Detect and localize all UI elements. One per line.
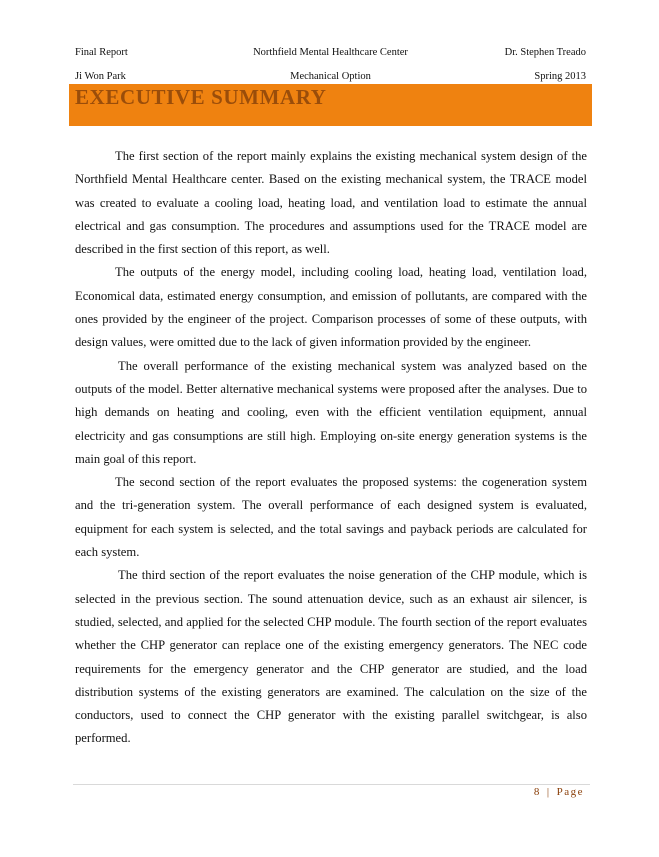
header-semester: Spring 2013 [534, 71, 586, 82]
paragraph: The outputs of the energy model, including cooling load, heating load, ventilation load, Economical data, estimated energy consumption, and emission of pollutants, are compared with the ones provided by the engineer of the project. Comparison processes of some of these outputs, with design values, were omitted due to the lack of given information provided by the engineer. [75, 265, 587, 350]
header-author: Ji Won Park [75, 71, 126, 82]
header-project-name: Northfield Mental Healthcare Center [253, 47, 408, 58]
paragraph: The first section of the report mainly explains the existing mechanical system design of the Northfield Mental Healthcare center. Based on the existing mechanical system, the TRACE model was created to evaluate a cooling load, heating load, and ventilation load to estimate the annual electrical and gas consumption. The procedures and assumptions used for the TRACE model are described in the first section of this report, as well. [75, 149, 587, 257]
executive-summary-body [75, 145, 587, 751]
header-advisor: Dr. Stephen Treado [504, 47, 586, 58]
page-number: 8 [533, 786, 541, 798]
section-banner [69, 84, 592, 126]
footer-divider [73, 784, 590, 785]
paragraph: The third section of the report evaluates the noise generation of the CHP module, which is selected in the previous section. The sound attenuation device, such as an exhaust air silencer, is studied, selected, and applied for the selected CHP module. The fourth section of the report evaluates whether the CHP generator can replace one of the existing emergency generators. The NEC code requirements for the emergency generator and the CHP generator are studied, and the load distribution systems of the existing generators are examined. The calculation on the size of the conductors, used to connect the CHP generator with the existing parallel switchgear, is also performed. [75, 568, 587, 746]
footer-separator: | [546, 786, 551, 798]
paragraph: The overall performance of the existing mechanical system was analyzed based on the outputs of the model. Better alternative mechanical systems were proposed after the analyses. Due to high demands on heating and cooling, even with the efficient ventilation equipment, annual electricity and gas consumptions are still high. Employing on-site energy generation systems is the main goal of this report. [75, 358, 587, 466]
paragraph: The second section of the report evaluates the proposed systems: the cogeneration system and the tri-generation system. The overall performance of each designed system is evaluated, equipment for each system is selected, and the total savings and payback periods are calculated for each system. [75, 475, 587, 560]
section-title: EXECUTIVE SUMMARY [75, 85, 327, 109]
page-label: Page [556, 786, 584, 798]
header-option: Mechanical Option [290, 71, 371, 82]
page-footer [534, 786, 584, 798]
header-report-type: Final Report [75, 47, 128, 58]
